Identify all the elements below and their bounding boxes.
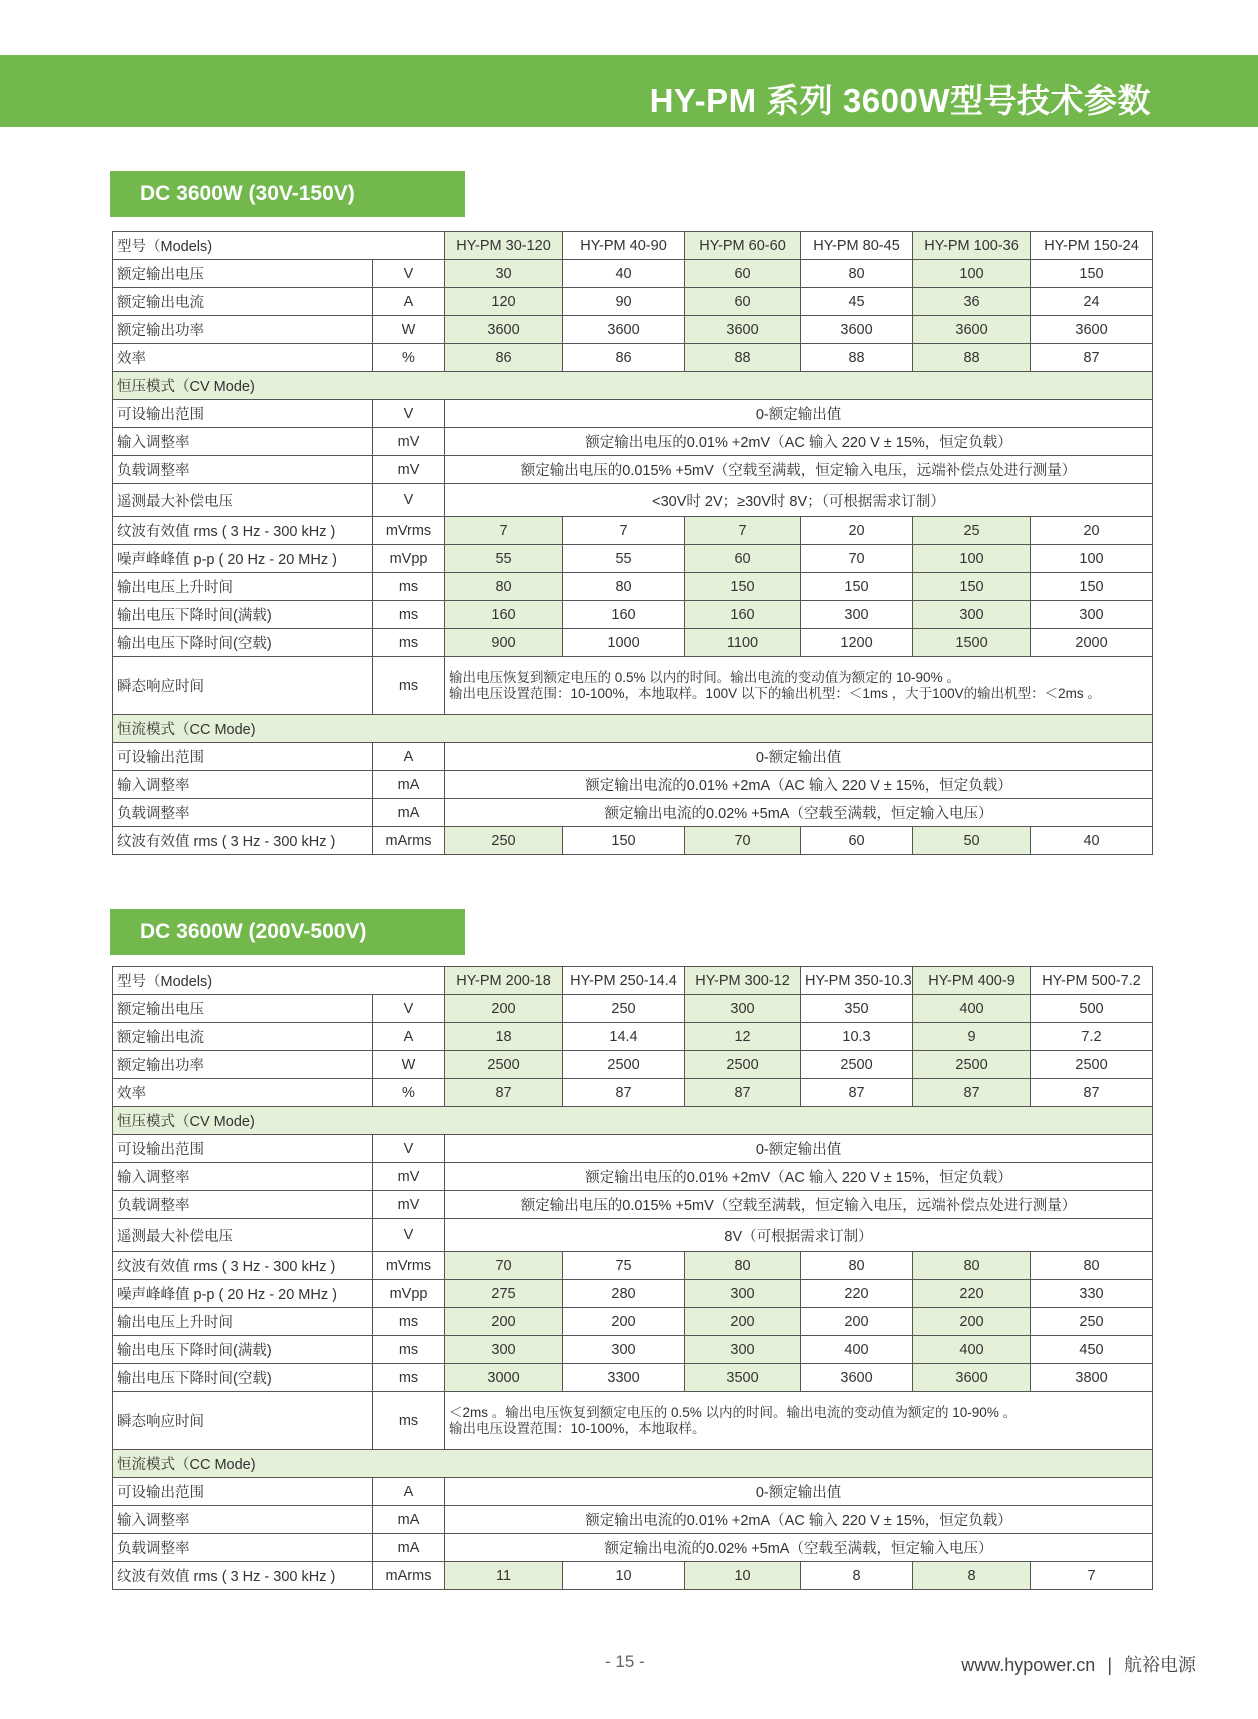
value-cell: 87 (1031, 1079, 1153, 1107)
spec-text: <30V时 2V；≥30V时 8V；（可根据需求订制） (445, 484, 1153, 517)
value-cell: 9 (913, 1023, 1031, 1051)
value-cell: 45 (801, 288, 913, 316)
value-cell: 90 (563, 288, 685, 316)
unit-cell: mA (373, 799, 445, 827)
model-cell: HY-PM 80-45 (801, 232, 913, 260)
unit-cell: W (373, 316, 445, 344)
unit-cell: mArms (373, 827, 445, 855)
value-cell: 3600 (801, 1364, 913, 1392)
model-cell: HY-PM 300-12 (685, 967, 801, 995)
value-cell: 1200 (801, 629, 913, 657)
value-cell: 87 (445, 1079, 563, 1107)
param-label: 效率 (113, 1079, 373, 1107)
value-cell: 8 (913, 1562, 1031, 1590)
value-cell: 55 (563, 545, 685, 573)
section-label: DC 3600W (30V-150V) (110, 171, 465, 217)
value-cell: 88 (801, 344, 913, 372)
value-cell: 150 (913, 573, 1031, 601)
value-cell: 200 (913, 1308, 1031, 1336)
model-cell: HY-PM 150-24 (1031, 232, 1153, 260)
value-cell: 36 (913, 288, 1031, 316)
value-cell: 300 (685, 1280, 801, 1308)
value-cell: 1000 (563, 629, 685, 657)
section-label: DC 3600W (200V-500V) (110, 909, 465, 955)
value-cell: 70 (685, 827, 801, 855)
unit-cell: ms (373, 1392, 445, 1450)
value-cell: 8 (801, 1562, 913, 1590)
table-row (113, 1135, 1153, 1163)
value-cell: 1100 (685, 629, 801, 657)
param-label: 输出电压上升时间 (113, 573, 373, 601)
param-label: 效率 (113, 344, 373, 372)
table-row (113, 288, 1153, 316)
value-cell: 100 (913, 545, 1031, 573)
value-cell: 300 (1031, 601, 1153, 629)
value-cell: 900 (445, 629, 563, 657)
unit-cell: mA (373, 1506, 445, 1534)
value-cell: 200 (801, 1308, 913, 1336)
param-label: 输入调整率 (113, 1163, 373, 1191)
unit-cell: ms (373, 1308, 445, 1336)
value-cell: 3600 (801, 316, 913, 344)
group-title: 恒压模式（CV Mode) (113, 1107, 1153, 1135)
table-row (113, 1308, 1153, 1336)
spec-text: 额定输出电流的0.02% +5mA（空载至满载，恒定输入电压） (445, 1534, 1153, 1562)
param-label: 输出电压下降时间(空载) (113, 1364, 373, 1392)
spec-text: 额定输出电流的0.01% +2mA（AC 输入 220 V ± 15%，恒定负载） (445, 771, 1153, 799)
value-cell: 250 (1031, 1308, 1153, 1336)
spec-text: 0-额定输出值 (445, 400, 1153, 428)
value-cell: 87 (913, 1079, 1031, 1107)
value-cell: 55 (445, 545, 563, 573)
unit-cell: mVrms (373, 517, 445, 545)
value-cell: 100 (1031, 545, 1153, 573)
value-cell: 25 (913, 517, 1031, 545)
param-label: 负载调整率 (113, 456, 373, 484)
spec-text: 8V（可根据需求订制） (445, 1219, 1153, 1252)
value-cell: 300 (563, 1336, 685, 1364)
model-cell: HY-PM 350-10.3 (801, 967, 913, 995)
value-cell: 60 (801, 827, 913, 855)
table-row (113, 1336, 1153, 1364)
value-cell: 3600 (445, 316, 563, 344)
value-cell: 70 (801, 545, 913, 573)
unit-cell: mVrms (373, 1252, 445, 1280)
value-cell: 3500 (685, 1364, 801, 1392)
value-cell: 80 (801, 260, 913, 288)
value-cell: 86 (445, 344, 563, 372)
spec-text: 0-额定输出值 (445, 1135, 1153, 1163)
value-cell: 80 (801, 1252, 913, 1280)
value-cell: 160 (685, 601, 801, 629)
param-label: 噪声峰峰值 p-p ( 20 Hz - 20 MHz ) (113, 1280, 373, 1308)
table-row (113, 1079, 1153, 1107)
value-cell: 200 (445, 1308, 563, 1336)
unit-cell: ms (373, 1336, 445, 1364)
value-cell: 80 (563, 573, 685, 601)
value-cell: 10.3 (801, 1023, 913, 1051)
table-row (113, 1534, 1153, 1562)
unit-cell: mArms (373, 1562, 445, 1590)
unit-cell: mV (373, 428, 445, 456)
model-cell: HY-PM 60-60 (685, 232, 801, 260)
param-label: 输入调整率 (113, 771, 373, 799)
param-label: 输入调整率 (113, 1506, 373, 1534)
unit-cell: mV (373, 1191, 445, 1219)
param-label: 额定输出功率 (113, 316, 373, 344)
unit-cell: mA (373, 771, 445, 799)
value-cell: 70 (445, 1252, 563, 1280)
table-row (113, 629, 1153, 657)
models-label: 型号（Models) (113, 232, 445, 260)
param-label: 额定输出功率 (113, 1051, 373, 1079)
group-header-row (113, 1450, 1153, 1478)
value-cell: 7 (1031, 1562, 1153, 1590)
value-cell: 2500 (685, 1051, 801, 1079)
unit-cell: ms (373, 573, 445, 601)
value-cell: 300 (685, 1336, 801, 1364)
value-cell: 3800 (1031, 1364, 1153, 1392)
unit-cell: A (373, 1478, 445, 1506)
value-cell: 3300 (563, 1364, 685, 1392)
unit-cell: V (373, 1135, 445, 1163)
value-cell: 200 (563, 1308, 685, 1336)
table-row (113, 1191, 1153, 1219)
table-row (113, 1219, 1153, 1252)
value-cell: 3600 (563, 316, 685, 344)
value-cell: 2500 (801, 1051, 913, 1079)
value-cell: 220 (801, 1280, 913, 1308)
value-cell: 40 (1031, 827, 1153, 855)
table-row (113, 428, 1153, 456)
value-cell: 80 (1031, 1252, 1153, 1280)
table-row (113, 657, 1153, 715)
value-cell: 300 (913, 601, 1031, 629)
value-cell: 2500 (1031, 1051, 1153, 1079)
table-row (113, 1280, 1153, 1308)
value-cell: 2500 (445, 1051, 563, 1079)
value-cell: 160 (445, 601, 563, 629)
table-row (113, 1051, 1153, 1079)
value-cell: 3600 (1031, 316, 1153, 344)
param-label: 可设输出范围 (113, 743, 373, 771)
value-cell: 10 (685, 1562, 801, 1590)
value-cell: 150 (563, 827, 685, 855)
value-cell: 400 (913, 1336, 1031, 1364)
table-row (113, 1562, 1153, 1590)
table-row (113, 456, 1153, 484)
value-cell: 80 (445, 573, 563, 601)
value-cell: 88 (913, 344, 1031, 372)
value-cell: 150 (801, 573, 913, 601)
param-label: 可设输出范围 (113, 1135, 373, 1163)
model-cell: HY-PM 500-7.2 (1031, 967, 1153, 995)
value-cell: 7 (445, 517, 563, 545)
header-banner (0, 55, 1258, 127)
value-cell: 75 (563, 1252, 685, 1280)
param-label: 可设输出范围 (113, 1478, 373, 1506)
param-label: 纹波有效值 rms ( 3 Hz - 300 kHz ) (113, 1562, 373, 1590)
transient-line-2: 输出电压设置范围：10-100%，本地取样。100V 以下的输出机型：＜1ms ，大于100V的输出机型：＜2ms 。 (449, 685, 1101, 701)
param-label: 额定输出电压 (113, 995, 373, 1023)
value-cell: 24 (1031, 288, 1153, 316)
models-row (113, 967, 1153, 995)
param-label: 输出电压上升时间 (113, 1308, 373, 1336)
value-cell: 400 (913, 995, 1031, 1023)
spec-text: 0-额定输出值 (445, 743, 1153, 771)
value-cell: 275 (445, 1280, 563, 1308)
value-cell: 14.4 (563, 1023, 685, 1051)
value-cell: 7.2 (1031, 1023, 1153, 1051)
value-cell: 88 (685, 344, 801, 372)
value-cell: 80 (913, 1252, 1031, 1280)
model-cell: HY-PM 400-9 (913, 967, 1031, 995)
value-cell: 87 (1031, 344, 1153, 372)
value-cell: 12 (685, 1023, 801, 1051)
param-label: 输出电压下降时间(满载) (113, 601, 373, 629)
value-cell: 2000 (1031, 629, 1153, 657)
value-cell: 500 (1031, 995, 1153, 1023)
unit-cell: ms (373, 601, 445, 629)
value-cell: 300 (801, 601, 913, 629)
value-cell: 40 (563, 260, 685, 288)
unit-cell: ms (373, 657, 445, 715)
spec-text: 额定输出电压的0.015% +5mV（空载至满载，恒定输入电压，远端补偿点处进行测量） (445, 1191, 1153, 1219)
value-cell: 3600 (685, 316, 801, 344)
value-cell: 86 (563, 344, 685, 372)
param-label: 负载调整率 (113, 799, 373, 827)
value-cell: 10 (563, 1562, 685, 1590)
unit-cell: ms (373, 629, 445, 657)
param-label: 输入调整率 (113, 428, 373, 456)
table-row (113, 771, 1153, 799)
website-link[interactable]: www.hypower.cn (961, 1655, 1096, 1675)
value-cell: 280 (563, 1280, 685, 1308)
transient-line-1: 输出电压恢复到额定电压的 0.5% 以内的时间。输出电流的变动值为额定的 10-90% 。 (449, 669, 960, 685)
table-row (113, 1252, 1153, 1280)
param-label: 输出电压下降时间(满载) (113, 1336, 373, 1364)
param-label: 瞬态响应时间 (113, 657, 373, 715)
unit-cell: A (373, 288, 445, 316)
value-cell: 20 (801, 517, 913, 545)
param-label: 纹波有效值 rms ( 3 Hz - 300 kHz ) (113, 827, 373, 855)
value-cell: 400 (801, 1336, 913, 1364)
value-cell: 11 (445, 1562, 563, 1590)
group-header-row (113, 372, 1153, 400)
value-cell: 20 (1031, 517, 1153, 545)
param-label: 纹波有效值 rms ( 3 Hz - 300 kHz ) (113, 517, 373, 545)
spec-text: 额定输出电压的0.01% +2mV（AC 输入 220 V ± 15%，恒定负载） (445, 428, 1153, 456)
unit-cell: mV (373, 1163, 445, 1191)
param-label: 输出电压下降时间(空载) (113, 629, 373, 657)
table-row (113, 1478, 1153, 1506)
unit-cell: A (373, 1023, 445, 1051)
spec-text: 0-额定输出值 (445, 1478, 1153, 1506)
param-label: 遥测最大补偿电压 (113, 1219, 373, 1252)
value-cell: 300 (445, 1336, 563, 1364)
value-cell: 30 (445, 260, 563, 288)
value-cell: 330 (1031, 1280, 1153, 1308)
value-cell: 450 (1031, 1336, 1153, 1364)
unit-cell: ms (373, 1364, 445, 1392)
unit-cell: W (373, 1051, 445, 1079)
value-cell: 100 (913, 260, 1031, 288)
unit-cell: mVpp (373, 1280, 445, 1308)
param-label: 额定输出电流 (113, 1023, 373, 1051)
group-title: 恒压模式（CV Mode) (113, 372, 1153, 400)
value-cell: 350 (801, 995, 913, 1023)
param-label: 噪声峰峰值 p-p ( 20 Hz - 20 MHz ) (113, 545, 373, 573)
spec-table (112, 231, 1153, 855)
value-cell: 160 (563, 601, 685, 629)
models-row (113, 232, 1153, 260)
unit-cell: % (373, 1079, 445, 1107)
unit-cell: V (373, 484, 445, 517)
table-row (113, 1506, 1153, 1534)
value-cell: 60 (685, 260, 801, 288)
table-row (113, 1023, 1153, 1051)
param-label: 可设输出范围 (113, 400, 373, 428)
spec-text: 额定输出电压的0.01% +2mV（AC 输入 220 V ± 15%，恒定负载） (445, 1163, 1153, 1191)
page-number: - 15 - (605, 1652, 645, 1671)
transient-line-2: 输出电压设置范围：10-100%，本地取样。 (449, 1420, 706, 1436)
unit-cell: mVpp (373, 545, 445, 573)
value-cell: 3000 (445, 1364, 563, 1392)
value-cell: 150 (1031, 260, 1153, 288)
brand-name: 航裕电源 (1124, 1655, 1196, 1675)
table-row (113, 484, 1153, 517)
value-cell: 300 (685, 995, 801, 1023)
value-cell: 80 (685, 1252, 801, 1280)
spec-text: 额定输出电流的0.02% +5mA（空载至满载，恒定输入电压） (445, 799, 1153, 827)
value-cell: 200 (445, 995, 563, 1023)
spec-text (445, 657, 1153, 715)
footer-site (961, 1651, 1196, 1677)
model-cell: HY-PM 200-18 (445, 967, 563, 995)
value-cell: 150 (1031, 573, 1153, 601)
table-row (113, 545, 1153, 573)
value-cell: 87 (801, 1079, 913, 1107)
value-cell: 250 (445, 827, 563, 855)
table-row (113, 995, 1153, 1023)
group-title: 恒流模式（CC Mode) (113, 1450, 1153, 1478)
value-cell: 250 (563, 995, 685, 1023)
value-cell: 60 (685, 545, 801, 573)
table-row (113, 743, 1153, 771)
page-title: HY-PM 系列 3600W型号技术参数 (649, 82, 1151, 119)
value-cell: 87 (685, 1079, 801, 1107)
value-cell: 200 (685, 1308, 801, 1336)
value-cell: 2500 (913, 1051, 1031, 1079)
table-row (113, 573, 1153, 601)
param-label: 瞬态响应时间 (113, 1392, 373, 1450)
value-cell: 3600 (913, 1364, 1031, 1392)
footer-separator: | (1107, 1655, 1112, 1675)
table-row (113, 827, 1153, 855)
table-row (113, 1163, 1153, 1191)
transient-line-1: ＜2ms 。输出电压恢复到额定电压的 0.5% 以内的时间。输出电流的变动值为额定的 10-90% 。 (449, 1404, 1017, 1420)
unit-cell: V (373, 1219, 445, 1252)
model-cell: HY-PM 250-14.4 (563, 967, 685, 995)
param-label: 负载调整率 (113, 1534, 373, 1562)
param-label: 遥测最大补偿电压 (113, 484, 373, 517)
value-cell: 1500 (913, 629, 1031, 657)
unit-cell: mA (373, 1534, 445, 1562)
value-cell: 50 (913, 827, 1031, 855)
param-label: 额定输出电压 (113, 260, 373, 288)
value-cell: 18 (445, 1023, 563, 1051)
spec-text: 额定输出电流的0.01% +2mA（AC 输入 220 V ± 15%，恒定负载） (445, 1506, 1153, 1534)
group-header-row (113, 1107, 1153, 1135)
model-cell: HY-PM 100-36 (913, 232, 1031, 260)
spec-table (112, 966, 1153, 1590)
models-label: 型号（Models) (113, 967, 445, 995)
unit-cell: V (373, 995, 445, 1023)
table-row (113, 400, 1153, 428)
table-row (113, 601, 1153, 629)
value-cell: 60 (685, 288, 801, 316)
table-row (113, 344, 1153, 372)
value-cell: 7 (563, 517, 685, 545)
value-cell: 87 (563, 1079, 685, 1107)
table-row (113, 517, 1153, 545)
unit-cell: V (373, 260, 445, 288)
table-row (113, 1364, 1153, 1392)
table-row (113, 799, 1153, 827)
value-cell: 2500 (563, 1051, 685, 1079)
group-title: 恒流模式（CC Mode) (113, 715, 1153, 743)
value-cell: 7 (685, 517, 801, 545)
spec-text: 额定输出电压的0.015% +5mV（空载至满载，恒定输入电压，远端补偿点处进行测量） (445, 456, 1153, 484)
unit-cell: A (373, 743, 445, 771)
value-cell: 220 (913, 1280, 1031, 1308)
model-cell: HY-PM 40-90 (563, 232, 685, 260)
unit-cell: V (373, 400, 445, 428)
value-cell: 120 (445, 288, 563, 316)
unit-cell: mV (373, 456, 445, 484)
param-label: 额定输出电流 (113, 288, 373, 316)
param-label: 纹波有效值 rms ( 3 Hz - 300 kHz ) (113, 1252, 373, 1280)
group-header-row (113, 715, 1153, 743)
table-row (113, 260, 1153, 288)
table-row (113, 1392, 1153, 1450)
param-label: 负载调整率 (113, 1191, 373, 1219)
spec-text (445, 1392, 1153, 1450)
model-cell: HY-PM 30-120 (445, 232, 563, 260)
unit-cell: % (373, 344, 445, 372)
value-cell: 3600 (913, 316, 1031, 344)
table-row (113, 316, 1153, 344)
value-cell: 150 (685, 573, 801, 601)
